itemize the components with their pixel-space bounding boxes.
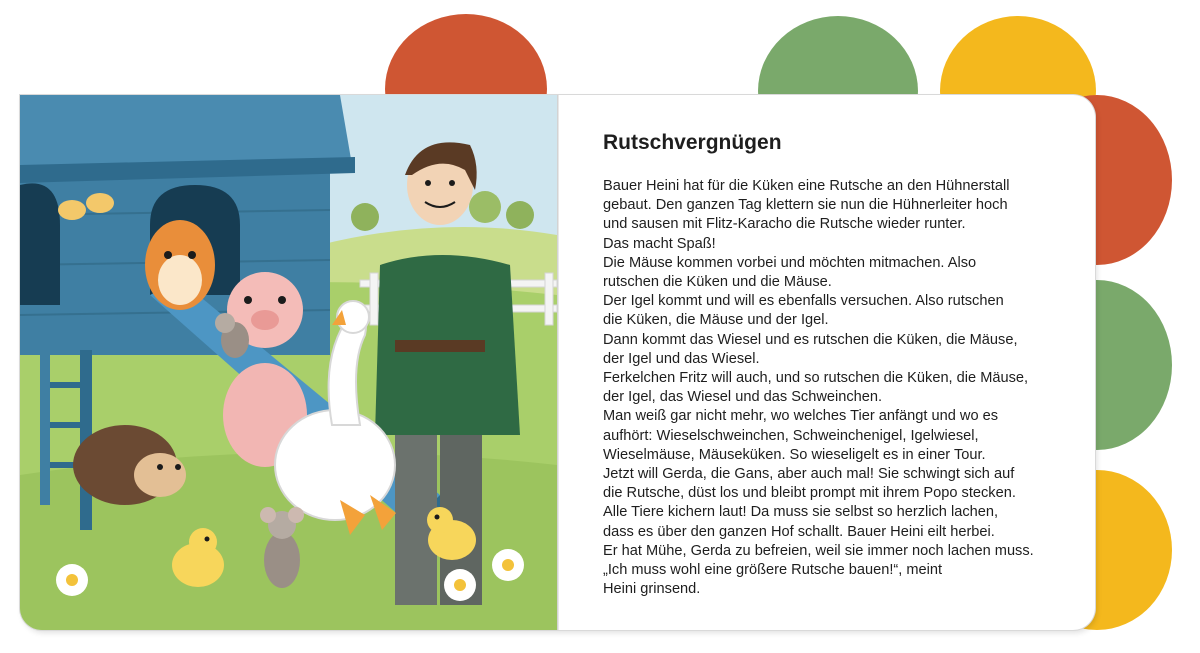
story-line: und sausen mit Flitz-Karacho die Rutsche wieder runter. (603, 216, 966, 233)
story-line: Der Igel kommt und will es ebenfalls versuchen. Also rutschen (603, 293, 1004, 310)
page-fold (557, 95, 559, 630)
story-line: Heini grinsend. (603, 581, 701, 598)
story-line: Alle Tiere kichern laut! Da muss sie selbst so herzlich lachen, (603, 504, 999, 521)
story-line: die Küken, die Mäuse und der Igel. (603, 312, 829, 329)
story-line: Jetzt will Gerda, die Gans, aber auch mal! Sie schwingt sich auf (603, 466, 1015, 483)
story-line: Bauer Heini hat für die Küken eine Rutsche an den Hühnerstall (603, 178, 1010, 194)
story-page (603, 131, 1063, 599)
story-body (603, 177, 1063, 599)
story-line: rutschen die Küken und die Mäuse. (603, 274, 832, 291)
story-line: dass es über den ganzen Hof schallt. Bauer Heini eilt herbei. (603, 523, 995, 540)
story-line: die Rutsche, düst los und bleibt prompt mit ihrem Popo stecken. (603, 485, 1016, 502)
story-line: Das macht Spaß! (603, 235, 716, 252)
story-line: gebaut. Den ganzen Tag klettern sie nun die Hühnerleiter hoch (603, 197, 1008, 214)
story-line: Ferkelchen Fritz will auch, und so rutschen die Küken, die Mäuse, (603, 370, 1029, 387)
story-line: Die Mäuse kommen vorbei und möchten mitmachen. Also (603, 254, 977, 271)
story-line: Wieselmäuse, Mäuseküken. So wieseligelt es in einer Tour. (603, 446, 986, 463)
story-line: „Ich muss wohl eine größere Rutsche bauen!“, meint (603, 562, 943, 579)
book-spread (20, 95, 1095, 630)
story-line: Man weiß gar nicht mehr, wo welches Tier anfängt und wo es (603, 408, 999, 425)
tree (351, 203, 379, 231)
story-line: Er hat Mühe, Gerda zu befreien, weil sie immer noch lachen muss. (603, 542, 1034, 559)
story-title: Rutschvergnügen (603, 131, 782, 154)
tree (506, 201, 534, 229)
story-line: Dann kommt das Wiesel und es rutschen die Küken, die Mäuse, (603, 331, 1018, 348)
tree (469, 191, 501, 223)
story-line: aufhört: Wieselschweinchen, Schweinchenigel, Igelwiesel, (603, 427, 979, 444)
story-line: der Igel und das Wiesel. (603, 350, 760, 367)
story-line: der Igel, das Wiesel und das Schweinchen. (603, 389, 883, 406)
weasel (145, 220, 215, 310)
farm-illustration (20, 95, 557, 630)
